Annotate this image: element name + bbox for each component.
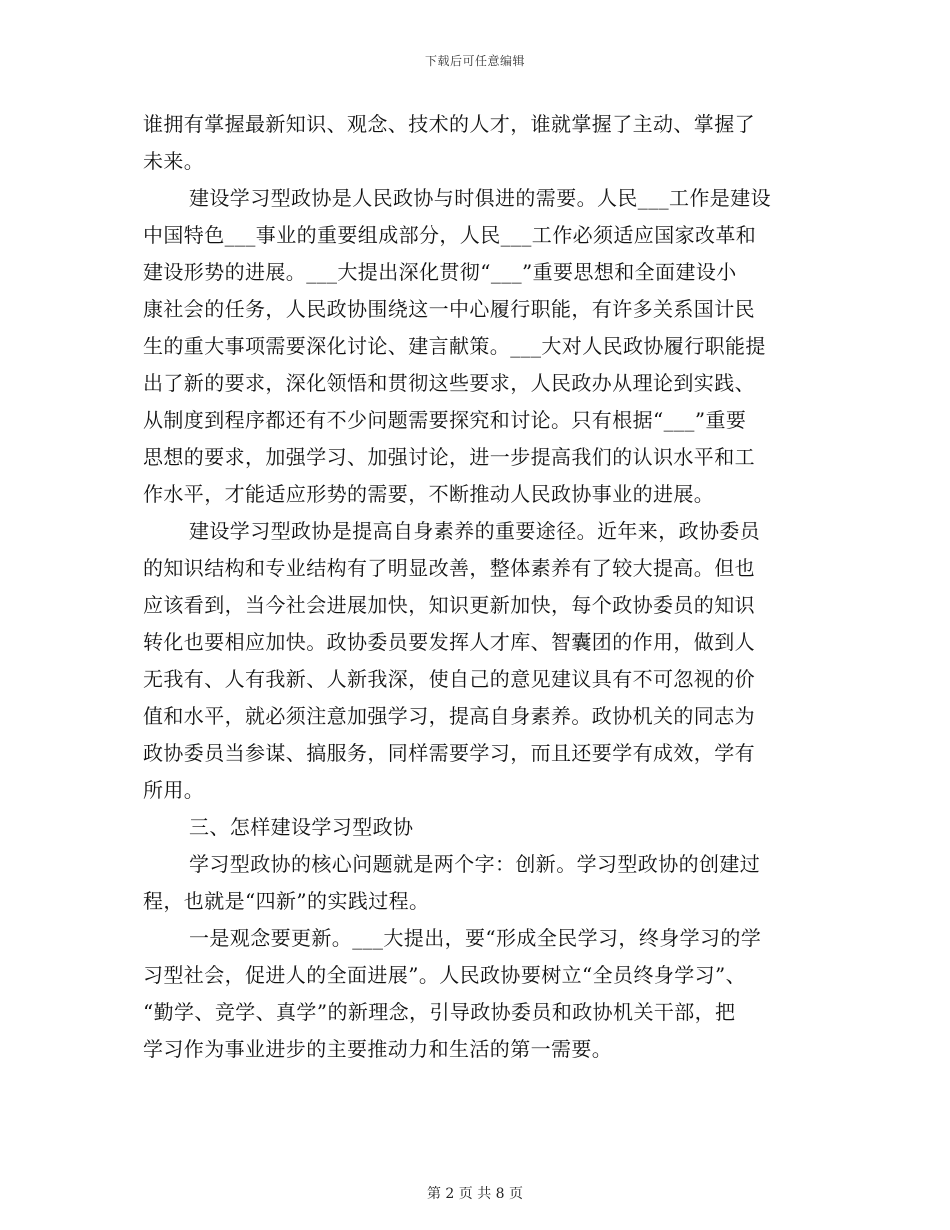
text-line: 作水平，才能适应形势的需要，不断推动人民政协事业的进展。 bbox=[143, 482, 715, 506]
text-line: 建设学习型政协是人民政协与时俱进的需要。人民___工作是建设 bbox=[189, 186, 771, 210]
text-line: 习型社会，促进人的全面进展”。人民政协要树立“全员终身学习”、 bbox=[143, 963, 747, 987]
text-line: 一是观念要更新。___大提出，要“形成全民学习，终身学习的学 bbox=[189, 926, 762, 950]
text-line: 的知识结构和专业结构有了明显改善，整体素养有了较大提高。但也 bbox=[143, 556, 755, 580]
text-line: 未来。 bbox=[143, 149, 205, 173]
text-line: 建设学习型政协是提高自身素养的重要途径。近年来，政协委员 bbox=[189, 519, 761, 543]
text-line: 三、怎样建设学习型政协 bbox=[189, 815, 414, 839]
text-line: 中国特色___事业的重要组成部分，人民___工作必须适应国家改革和 bbox=[143, 223, 757, 247]
text-line: 政协委员当参谋、搞服务，同样需要学习，而且还要学有成效，学有 bbox=[143, 741, 755, 765]
text-line: 程，也就是“四新”的实践过程。 bbox=[143, 889, 430, 913]
text-line: 无我有、人有我新、人新我深，使自己的意见建议具有不可忽视的价 bbox=[143, 667, 755, 691]
text-line: 思想的要求，加强学习、加强讨论，进一步提高我们的认识水平和工 bbox=[143, 445, 755, 469]
text-line: 应该看到，当今社会进展加快，知识更新加快，每个政协委员的知识 bbox=[143, 593, 755, 617]
text-line: 值和水平，就必须注意加强学习，提高自身素养。政协机关的同志为 bbox=[143, 704, 755, 728]
text-line: 康社会的任务，人民政协围绕这一中心履行职能，有许多关系国计民 bbox=[143, 297, 755, 321]
text-line: “勤学、竞学、真学”的新理念，引导政协委员和政协机关干部，把 bbox=[143, 1000, 736, 1024]
document-body bbox=[143, 106, 807, 1068]
text-line: 谁拥有掌握最新知识、观念、技术的人才，谁就掌握了主动、掌握了 bbox=[143, 112, 755, 136]
text-line: 从制度到程序都还有不少问题需要探究和讨论。只有根据“___”重要 bbox=[143, 408, 747, 432]
text-line: 转化也要相应加快。政协委员要发挥人才库、智囊团的作用，做到人 bbox=[143, 630, 755, 654]
page-header: 下载后可任意编辑 bbox=[424, 54, 525, 68]
text-line: 所用。 bbox=[143, 778, 205, 802]
text-line: 学习型政协的核心问题就是两个字：创新。学习型政协的创建过 bbox=[189, 852, 761, 876]
text-line: 生的重大事项需要深化讨论、建言献策。___大对人民政协履行职能提 bbox=[143, 334, 766, 358]
text-line: 建设形势的进展。___大提出深化贯彻“___”重要思想和全面建设小 bbox=[143, 260, 737, 284]
page-footer: 第 2 页 共 8 页 bbox=[426, 1186, 524, 1202]
text-line: 学习作为事业进步的主要推动力和生活的第一需要。 bbox=[143, 1037, 613, 1061]
text-line: 出了新的要求，深化领悟和贯彻这些要求，人民政办从理论到实践、 bbox=[143, 371, 755, 395]
